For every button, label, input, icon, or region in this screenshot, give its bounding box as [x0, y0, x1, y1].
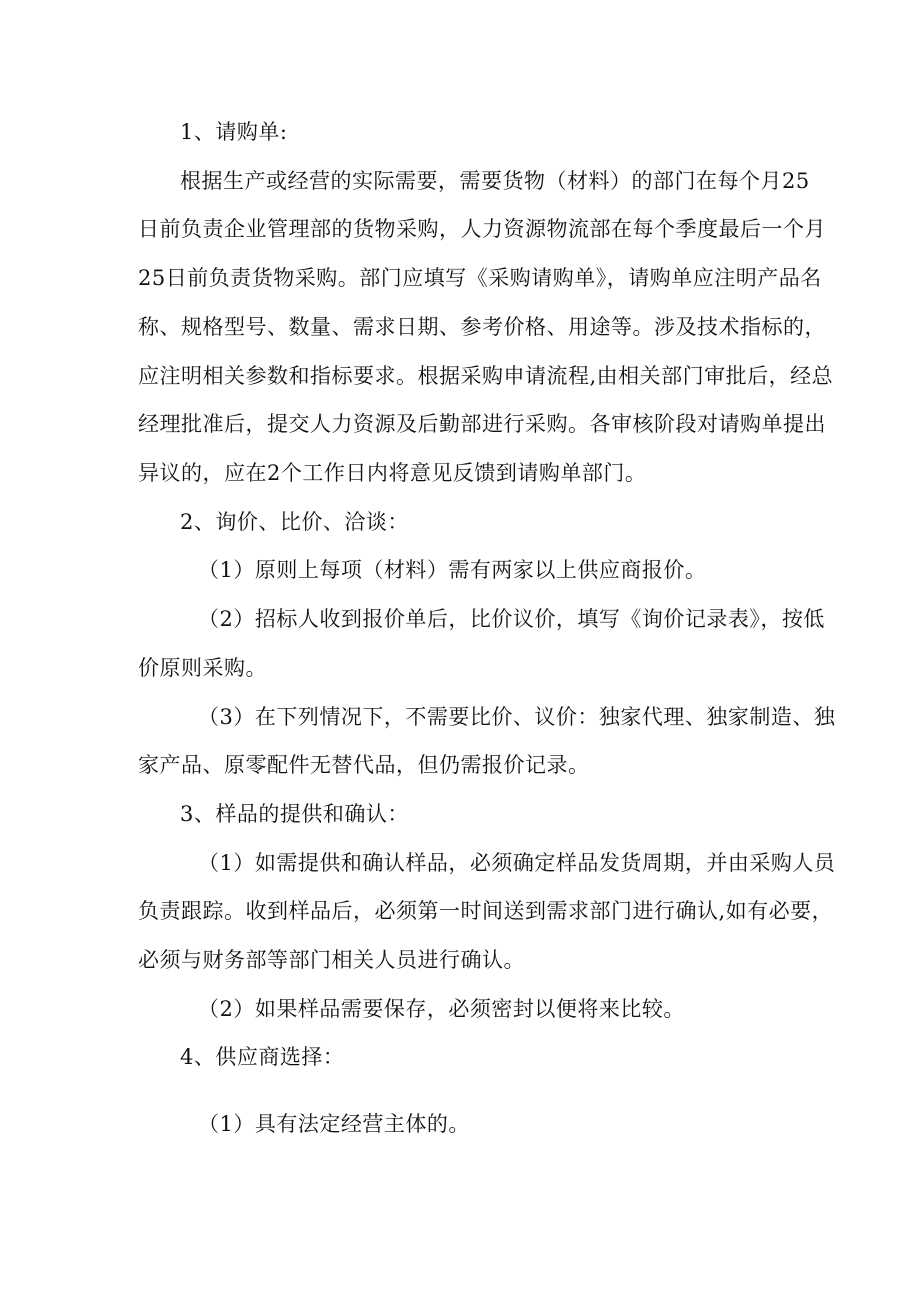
paragraph-line: 必须与财务部等部门相关人员进行确认。 [138, 948, 525, 972]
list-item: （3）在下列情况下，不需要比价、议价：独家代理、独家制造、独 [198, 705, 836, 729]
list-item: （2）如果样品需要保存，必须密封以便将来比较。 [198, 997, 685, 1021]
paragraph-line: 根据生产或经营的实际需要，需要货物（材料）的部门在每个月25 [180, 169, 810, 193]
paragraph-line: 异议的，应在2个工作日内将意见反馈到请购单部门。 [138, 461, 647, 485]
heading-inquiry: 2、询价、比价、洽谈： [180, 510, 409, 534]
paragraph-line: 称、规格型号、数量、需求日期、参考价格、用途等。涉及技术指标的， [138, 315, 826, 339]
paragraph-line: 家产品、原零配件无替代品，但仍需报价记录。 [138, 753, 590, 777]
heading-requisition: 1、请购单: [180, 120, 288, 144]
paragraph-line: 日前负责企业管理部的货物采购，人力资源物流部在每个季度最后一个月 [138, 217, 826, 241]
list-item: （1）原则上每项（材料）需有两家以上供应商报价。 [198, 558, 707, 582]
list-item: （1）如需提供和确认样品，必须确定样品发货周期，并由采购人员 [198, 851, 836, 875]
heading-supplier-selection: 4、供应商选择： [180, 1045, 345, 1069]
heading-samples: 3、样品的提供和确认： [180, 802, 409, 826]
list-item: （1）具有法定经营主体的。 [198, 1112, 470, 1136]
paragraph-line: 负责跟踪。收到样品后，必须第一时间送到需求部门进行确认,如有必要， [138, 899, 834, 923]
paragraph-line: 价原则采购。 [138, 656, 267, 680]
paragraph-line: 经理批准后，提交人力资源及后勤部进行采购。各审核阶段对请购单提出 [138, 412, 826, 436]
paragraph-line: 25日前负责货物采购。部门应填写《采购请购单》，请购单应注明产品名 [138, 266, 822, 290]
paragraph-line: 应注明相关参数和指标要求。根据采购申请流程,由相关部门审批后，经总 [138, 364, 834, 388]
list-item: （2）招标人收到报价单后，比价议价，填写《询价记录表》，按低 [198, 607, 825, 631]
